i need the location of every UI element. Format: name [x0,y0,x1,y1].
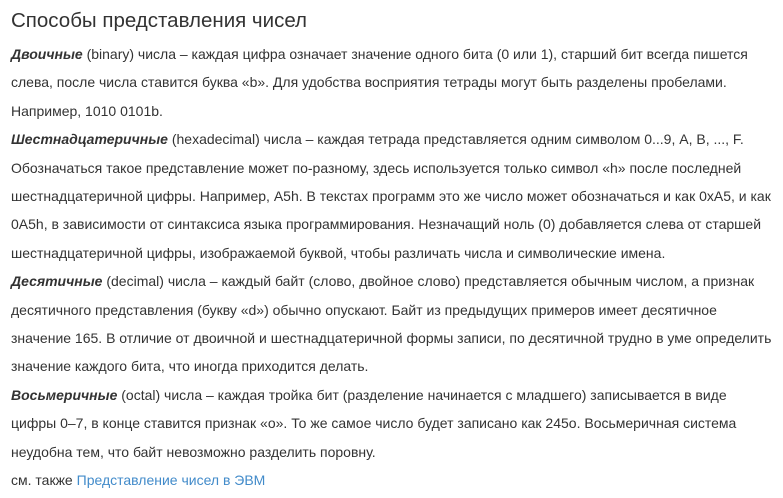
section-decimal [11,267,775,381]
section-hexadecimal-text: (hexadecimal) числа – каждая тетрада представляется одним символом 0...9, A, B, ..., F. Обозначаться такое представление может по-разному, здесь используется только символ «h» после последней шестнадцатеричной цифры. Например, A5h. В текстах программ это же число может обозначаться и как 0xA5, и как 0A5h, в зависимости от синтаксиса языка программирования. Незначащий ноль (0) добавляется слева от старшей шестнадцатеричной цифры, изображаемой буквой, чтобы различать числа и символические имена. [11,131,771,261]
see-also-prefix: см. также [11,472,77,489]
term-octal: Восьмеричные [11,386,118,403]
section-binary [11,40,775,125]
section-octal [11,381,775,466]
section-hexadecimal [11,125,775,267]
term-decimal: Десятичные [11,273,103,290]
term-hexadecimal: Шестнадцатеричные [11,131,168,148]
see-also-link[interactable]: Представление чисел в ЭВМ [76,472,266,489]
term-binary: Двоичные [11,46,83,62]
see-also [11,466,775,494]
section-octal-text: (octal) числа – каждая тройка бит (разделение начинается с младшего) записывается в виде цифры 0–7, в конце ставится признак «o». То же самое число будет записано как 245o. Восьмеричная система неудобна тем, что байт невозможно разделить поровну. [11,386,737,460]
section-binary-text: (binary) числа – каждая цифра означает значение одного бита (0 или 1), старший бит всегда пишется слева, после числа ставится буква «b». Для удобства восприятия тетрады могут быть разделены пробелами. Например, 1010 0101b. [11,46,748,119]
page-title: Способы представления чисел [11,9,307,32]
section-decimal-text: (decimal) числа – каждый байт (слово, двойное слово) представляется обычным числом, а признак десятичного представления (букву «d») обычно опускают. Байт из предыдущих примеров имеет десятичное значение 165. В отличие от двоичной и шестнадцатеричной формы записи, по десятичной трудно в уме определить значение каждого бита, что иногда приходится делать. [11,273,772,375]
